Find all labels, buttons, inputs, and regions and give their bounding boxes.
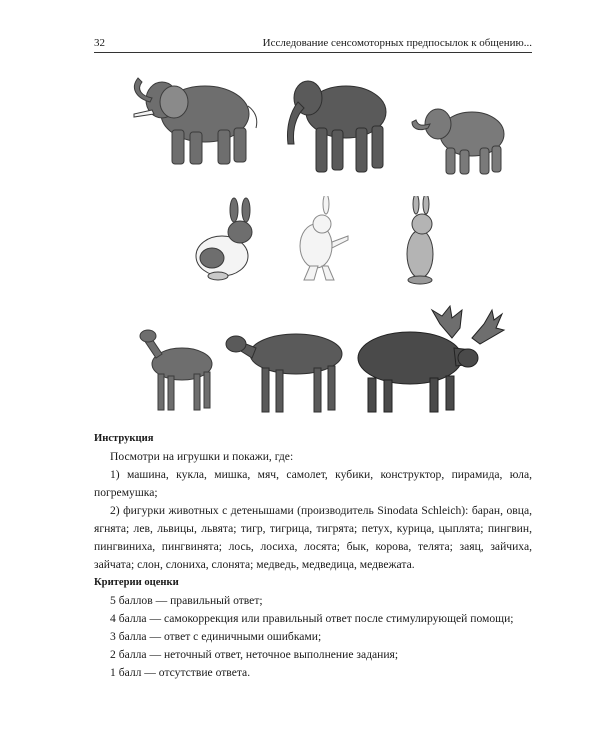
baby-elephant-figure (412, 109, 504, 174)
adult-elephant-figure (134, 78, 257, 164)
moose-figures-photo (100, 300, 520, 418)
cow-moose-figure (226, 334, 342, 412)
page-number: 32 (94, 37, 105, 49)
young-elephant-figure (287, 81, 386, 172)
rabbit-figures-row (100, 196, 520, 288)
instruction-intro: Посмотри на игрушки и покажи, где: (110, 450, 294, 463)
white-rabbit-figure (300, 196, 348, 280)
elephant-figures-row (100, 72, 520, 184)
criterion-3: 3 балла — ответ с единичными ошибками; (110, 630, 322, 643)
rabbit-figures-photo (100, 196, 520, 288)
page-header (94, 36, 532, 53)
spotted-rabbit-figure (196, 198, 252, 280)
moose-figures-row (100, 300, 520, 418)
criterion-1: 1 балл — отсутствие ответа. (110, 666, 251, 679)
criterion-5: 5 баллов — правильный ответ; (110, 594, 263, 607)
criterion-4: 4 балла — самокоррекция или правильный ответ после стимулирующей помощи; (110, 612, 514, 625)
running-title: Исследование сенсомоторных предпосылок к общению... (262, 37, 532, 49)
elephant-figures-photo (100, 72, 520, 184)
gray-rabbit-figure (407, 196, 433, 284)
criterion-2: 2 балла — неточный ответ, неточное выполнение задания; (110, 648, 399, 661)
instruction-heading: Инструкция (94, 433, 154, 444)
body-text (94, 430, 532, 682)
criteria-heading: Критерии оценки (94, 577, 179, 588)
moose-calf-figure (140, 330, 212, 410)
bull-moose-figure (358, 306, 504, 412)
instruction-item-1: 1) машина, кукла, мишка, мяч, самолет, кубики, конструктор, пирамида, юла, погремушка; (94, 468, 532, 499)
instruction-item-2: 2) фигурки животных с детенышами (производитель Sinodata Schleich): баран, овца, ягнята; лев, львицы, львята; тигр, тигрица, тигрята; петух, курица, цыплята; пингвин, пингвиниха, пингвинята; лось, лосиха, лосята; бык, корова, телята; заяц, зайчиха, зайчата; слон, слониха, слонята; медведь, медведица, медвежата. (94, 504, 532, 571)
